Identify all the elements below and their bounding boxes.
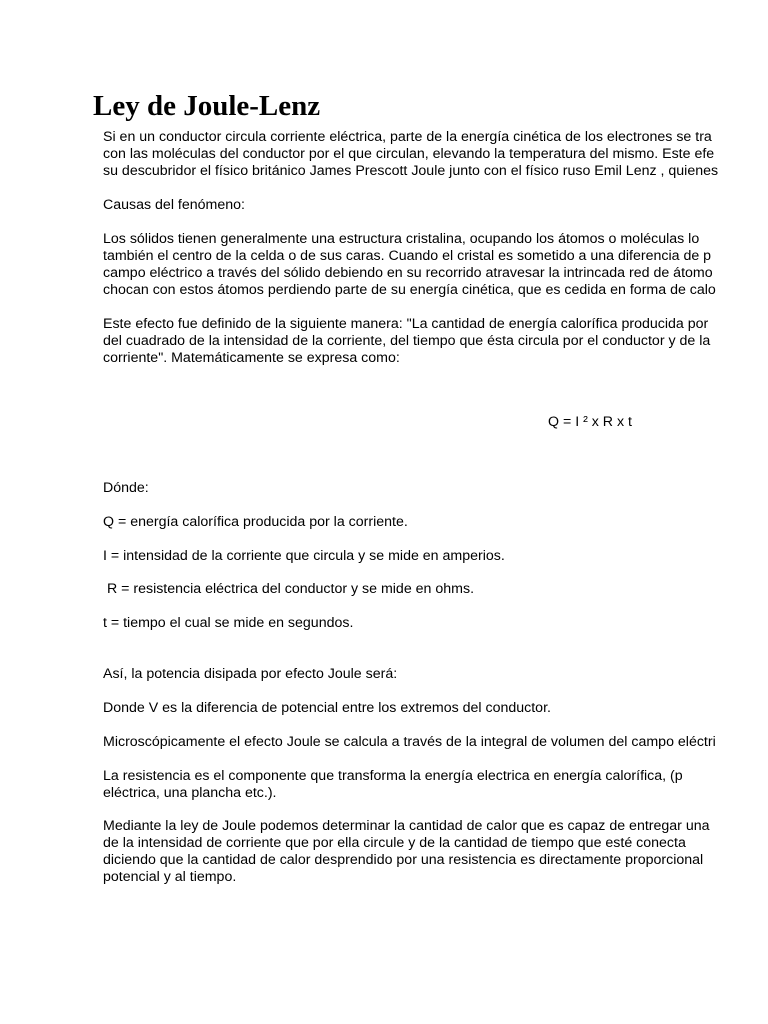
where-v-text: Donde V es la diferencia de potencial entre los extremos del conductor. [103,700,551,716]
law-line: potencial y al tiempo. [103,869,237,885]
intro-line: su descubridor el físico británico James Prescott Joule junto con el físico ruso Emil Lenz , quienes [103,163,719,179]
variable-i: I = intensidad de la corriente que circula y se mide en amperios. [103,548,505,564]
causes-heading: Causas del fenómeno: [103,197,245,213]
document-body-top [103,129,768,367]
solids-line: campo eléctrico a través del sólido debiendo en su recorrido atravesar la intrincada red de átomo [103,265,713,281]
law-paragraph [103,818,710,886]
joule-equation: Q = I ² x R x t [548,414,632,430]
law-line: diciendo que la cantidad de calor desprendido por una resistencia es directamente proporcional [103,852,704,868]
intro-line: Si en un conductor circula corriente eléctrica, parte de la energía cinética de los electrones se tra [103,129,712,145]
solids-line: también el centro de la celda o de sus caras. Cuando el cristal es sometido a una diferencia de p [103,248,712,264]
resistance-line: eléctrica, una plancha etc.). [103,785,277,801]
definition-paragraph [103,316,768,367]
variable-q: Q = energía calorífica producida por la corriente. [103,514,408,530]
law-line: Mediante la ley de Joule podemos determinar la cantidad de calor que es capaz de entregar una [103,818,710,834]
microscopic-text: Microscópicamente el efecto Joule se calcula a través de la integral de volumen del campo eléctri [103,734,716,750]
definition-line: corriente". Matemáticamente se expresa como: [103,350,400,366]
law-line: de la intensidad de corriente que por ella circule y de la cantidad de tiempo que esté conecta [103,835,686,851]
where-label: Dónde: [103,480,149,496]
definition-line: del cuadrado de la intensidad de la corriente, del tiempo que ésta circula por el conductor y de la [103,333,711,349]
variable-t: t = tiempo el cual se mide en segundos. [103,615,354,631]
intro-line: con las moléculas del conductor por el que circulan, elevando la temperatura del mismo. Este efe [103,146,715,162]
resistance-line: La resistencia es el componente que transforma la energía electrica en energía calorífica, (p [103,768,683,784]
power-text: Así, la potencia disipada por efecto Joule será: [103,666,398,682]
definition-line: Este efecto fue definido de la siguiente manera: "La cantidad de energía calorífica producida por [103,316,709,332]
resistance-paragraph [103,768,683,802]
solids-line: chocan con estos átomos perdiendo parte de su energía cinética, que es cedida en forma de calo [103,282,716,298]
variable-r: R = resistencia eléctrica del conductor y se mide en ohms. [103,581,475,597]
document-title: Ley de Joule-Lenz [93,90,321,122]
solids-paragraph [103,231,768,299]
solids-line: Los sólidos tienen generalmente una estructura cristalina, ocupando los átomos o moléculas lo [103,231,700,247]
intro-paragraph [103,129,768,180]
